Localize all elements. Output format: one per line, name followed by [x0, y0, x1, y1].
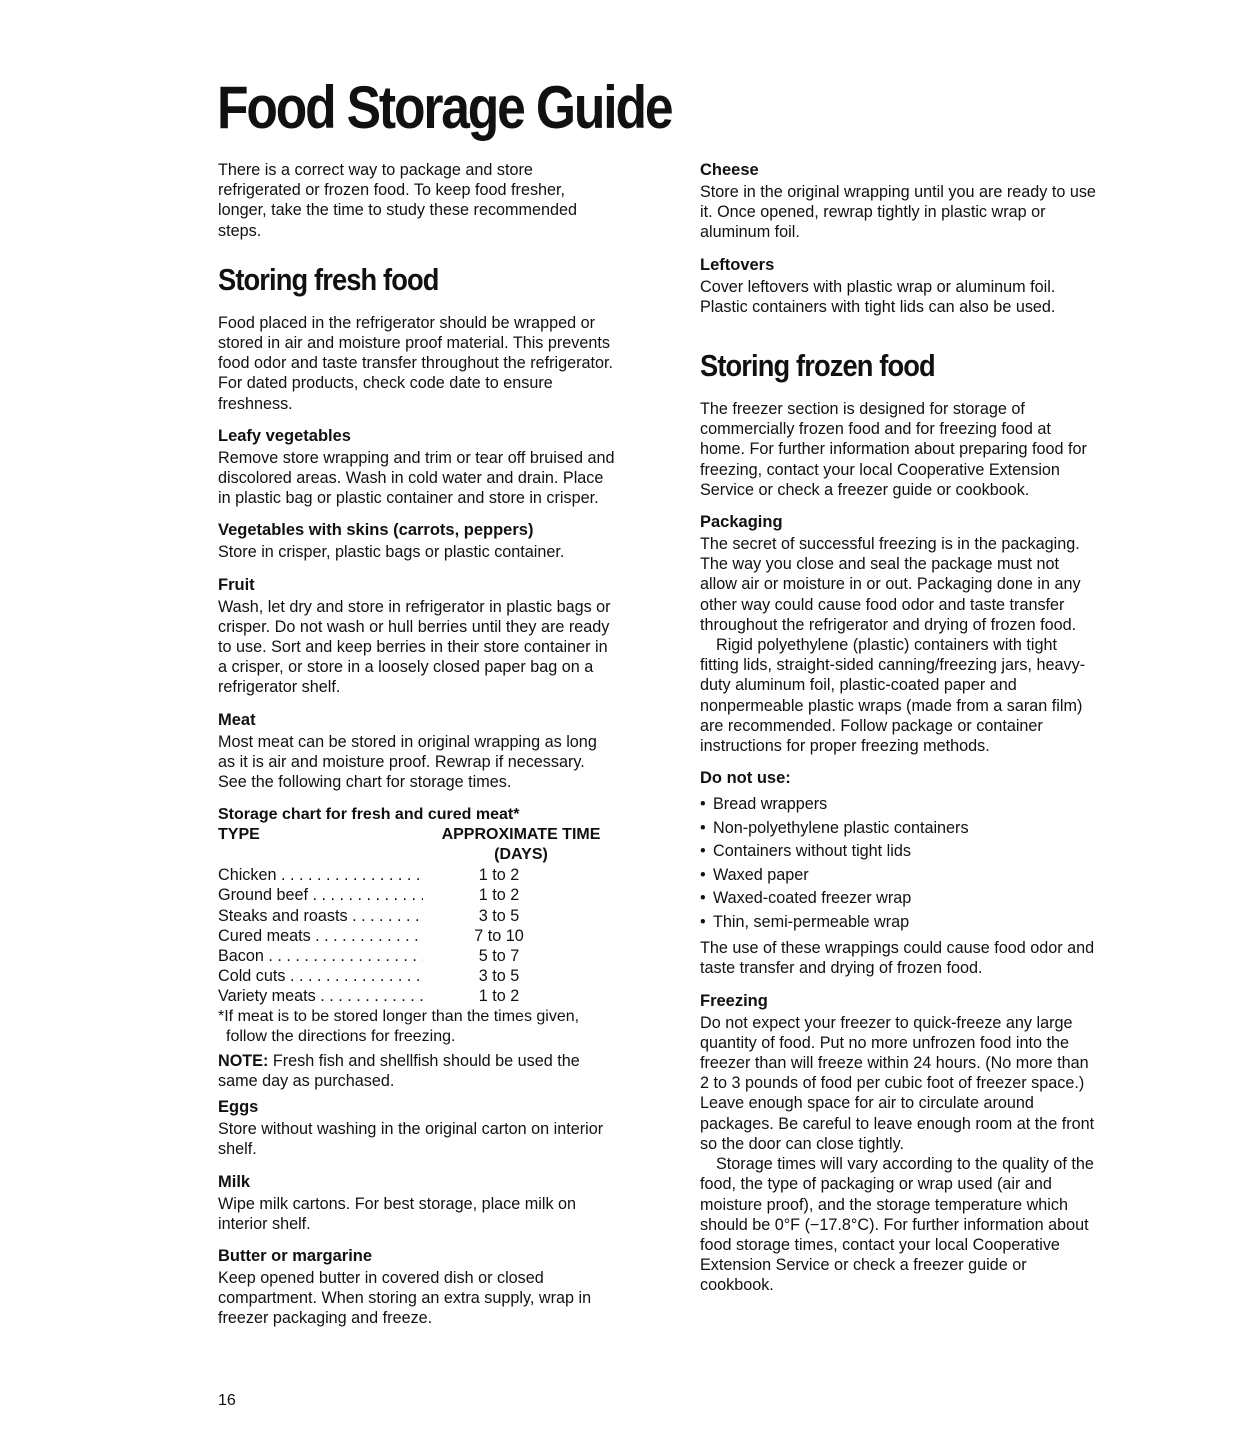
leftovers-heading: Leftovers	[700, 255, 775, 274]
meat-text: Most meat can be stored in original wrapping as long as it is air and moisture proof. Rewrap if necessary. See the following chart for storage times.	[218, 732, 597, 792]
cheese-heading: Cheese	[700, 161, 759, 179]
do-not-use-text: The use of these wrappings could cause food odor and taste transfer and drying of frozen food.	[700, 939, 1095, 978]
freezing-text-2: Storage times will vary according to the quality of the food, the type of packaging or wrap used (air and moisture proof), and the storage temperature which should be 0°F (−17.8°C). For further information about food storage times, contact your local Cooperative Extension Service or check a freezer guide or cookbook.	[700, 1155, 1094, 1295]
chart-row-type: Bacon . . .	[218, 946, 423, 966]
chart-row	[218, 966, 618, 986]
cheese-text: Store in the original wrapping until you are ready to use it. Once opened, rewrap tightly in plastic wrap or aluminum foil.	[700, 183, 1096, 242]
butter-text: Keep opened butter in covered dish or closed compartment. When storing an extra supply, wrap in freezer packaging and freeze.	[218, 1268, 592, 1328]
vegetables-skins-heading: Vegetables with skins (carrots, peppers)	[218, 521, 534, 540]
leafy-vegetables-heading: Leafy vegetables	[218, 426, 351, 445]
chart-row-days: 1 to 2	[478, 866, 520, 885]
leafy-vegetables-text: Remove store wrapping and trim or tear off bruised and discolored areas. Wash in cold water and drain. Place in plastic bag or plastic container and store in crisper.	[218, 448, 615, 508]
fresh-food-heading: Storing fresh food	[218, 261, 439, 297]
note-text: Fresh fish and shellfish should be used the same day as purchased.	[218, 1051, 580, 1090]
list-item: • Waxed-coated freezer wrap	[700, 887, 1100, 911]
chart-row-type: Ground beef . . .	[218, 885, 423, 905]
meat-heading: Meat	[218, 710, 256, 729]
chart-row	[218, 865, 618, 885]
chart-row-days: 1 to 2	[478, 886, 520, 905]
packaging-heading: Packaging	[700, 513, 783, 532]
chart-row-days: 3 to 5	[478, 967, 520, 986]
chart-title: Storage chart for fresh and cured meat*	[218, 806, 520, 824]
list-item: • Bread wrappers	[700, 793, 1100, 817]
chart-row-type: Variety meats . . .	[218, 986, 423, 1006]
intro-paragraph: There is a correct way to package and store refrigerated or frozen food. To keep food fresher, longer, take the time to study these recommended steps.	[218, 161, 578, 240]
note-label: NOTE:	[218, 1051, 269, 1070]
freezing-heading: Freezing	[700, 991, 768, 1010]
eggs-text: Store without washing in the original carton on interior shelf.	[218, 1120, 604, 1159]
left-column	[218, 160, 618, 1329]
chart-row-type: Cured meats . . .	[218, 926, 423, 946]
chart-row-type: Cold cuts . . .	[218, 966, 423, 986]
chart-row-type: Steaks and roasts . . .	[218, 906, 423, 926]
fruit-heading: Fruit	[218, 575, 255, 594]
chart-footnote: *If meat is to be stored longer than the times given, follow the directions for freezing.	[218, 1007, 580, 1045]
eggs-heading: Eggs	[218, 1098, 259, 1117]
list-item: • Thin, semi-permeable wrap	[700, 911, 1100, 935]
chart-col-time-unit: (DAYS)	[494, 846, 548, 864]
page-title: Food Storage Guide	[217, 74, 672, 141]
list-item: • Non-polyethylene plastic containers	[700, 817, 1100, 841]
milk-text: Wipe milk cartons. For best storage, place milk on interior shelf.	[218, 1194, 577, 1233]
frozen-food-intro: The freezer section is designed for storage of commercially frozen food and for freezing food at home. For further information about preparing food for freezing, contact your local Cooperative Extension Service or check a freezer guide or cookbook.	[700, 400, 1087, 499]
chart-col-type: TYPE	[218, 826, 260, 844]
packaging-text-2: Rigid polyethylene (plastic) containers with tight fitting lids, straight-sided canning/freezing jars, heavy-duty aluminum foil, plastic-coated paper and nonpermeable plastic wraps (made from a saran film) are recommended. Follow package or container instructions for proper freezing methods.	[700, 636, 1086, 756]
list-item: • Containers without tight lids	[700, 840, 1100, 864]
chart-row-type: Chicken . . .	[218, 865, 423, 885]
fruit-text: Wash, let dry and store in refrigerator in plastic bags or crisper. Do not wash or hull berries until they are ready to use. Sort and keep berries in their store container in a crisper, or store in a loosely closed paper bag on a refrigerator shelf.	[218, 597, 611, 697]
butter-heading: Butter or margarine	[218, 1246, 373, 1265]
fresh-food-intro: Food placed in the refrigerator should be wrapped or stored in air and moisture proof material. This prevents food odor and taste transfer throughout the refrigerator. For dated products, check code date to ensure freshness.	[218, 313, 614, 413]
chart-row-days: 5 to 7	[478, 947, 520, 966]
do-not-use-list	[700, 793, 1100, 934]
chart-row	[218, 946, 618, 966]
list-item: • Waxed paper	[700, 864, 1100, 888]
chart-note	[218, 1051, 618, 1091]
vegetables-skins-text: Store in crisper, plastic bags or plastic container.	[218, 543, 565, 562]
meat-storage-chart	[218, 804, 618, 1091]
chart-row-days: 7 to 10	[474, 926, 524, 945]
do-not-use-heading: Do not use:	[700, 769, 791, 788]
right-column	[700, 160, 1100, 1296]
freezing-text: Do not expect your freezer to quick-freeze any large quantity of food. Put no more unfrozen food into the freezer than will freeze within 24 hours. (No more than 2 to 3 pounds of food per cubic foot of freezer space.) Leave enough space for air to circulate around packages. Be careful to leave enough room at the front so the door can close tightly.	[700, 1013, 1095, 1153]
milk-heading: Milk	[218, 1172, 251, 1191]
chart-row	[218, 906, 618, 926]
frozen-food-heading: Storing frozen food	[700, 348, 935, 384]
chart-row	[218, 885, 618, 905]
chart-col-time	[426, 825, 616, 865]
chart-row	[218, 926, 618, 946]
chart-row-days: 1 to 2	[478, 987, 520, 1006]
chart-row-days: 3 to 5	[478, 906, 520, 925]
chart-col-time-label: APPROXIMATE TIME	[441, 826, 601, 844]
page-number: 16	[218, 1392, 236, 1409]
chart-row	[218, 986, 618, 1006]
packaging-text: The secret of successful freezing is in the packaging. The way you close and seal the package must not allow air or moisture in or out. Packaging done in any other way could cause food odor and taste transfer throughout the refrigerator and drying of frozen food.	[700, 535, 1081, 634]
leftovers-text: Cover leftovers with plastic wrap or aluminum foil. Plastic containers with tight lids can also be used.	[700, 277, 1056, 316]
chart-header	[218, 825, 618, 865]
